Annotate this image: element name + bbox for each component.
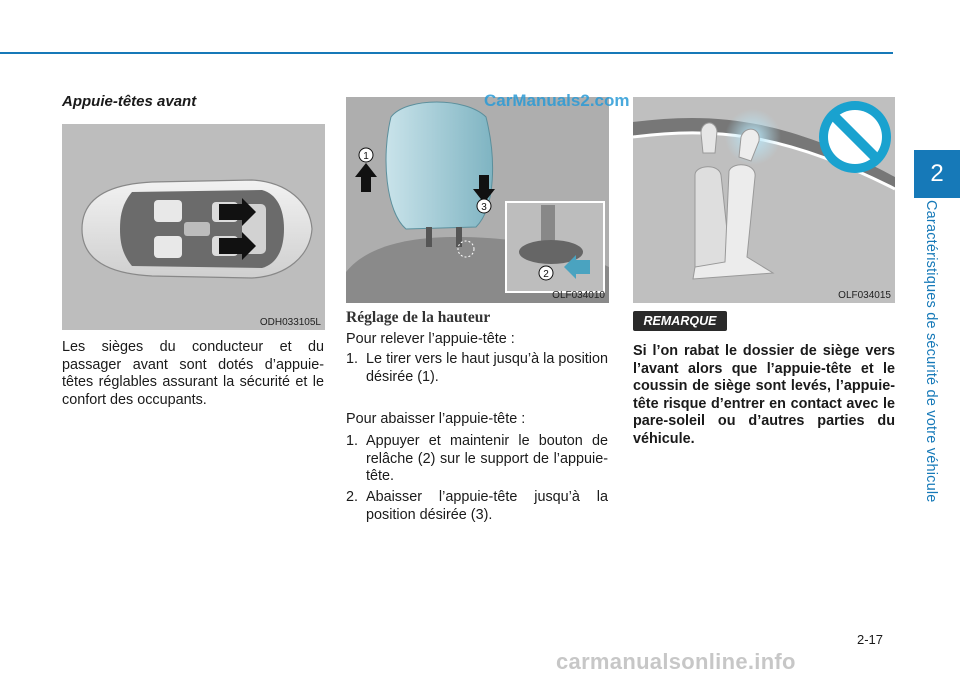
callout-1: 1	[363, 151, 369, 162]
remarque-text: Si l’on rabat le dossier de siège vers l’avant alors que l’appuie-tête et le coussin de siège sont levés, l’appuie-tête risque d’entrer en contact avec le pare-soleil ou d’autres parties du véhicule.	[633, 343, 895, 447]
callout-3: 3	[481, 202, 487, 213]
car-top-illustration	[62, 124, 325, 330]
subsection-heading-height-adjust: Réglage de la hauteur	[346, 309, 491, 326]
chapter-side-title	[921, 200, 943, 503]
figure-car-top-view	[62, 124, 325, 330]
figure-seat-sunvisor	[633, 97, 895, 303]
col1-paragraph: Les sièges du conducteur et du passager avant sont dotés d’appuie-têtes réglables assurant la sécurité et le confort des occupants.	[62, 339, 324, 408]
lower-step-2: 2. Abaisser l’appuie-tête jusqu’à la position désirée (3).	[346, 489, 608, 523]
headrest-illustration	[346, 97, 609, 303]
chapter-title-text: Caractéristiques de sécurité de votre véhicule	[923, 200, 939, 503]
lower-step-1: 1. Appuyer et maintenir le bouton de relâche (2) sur le support de l’appuie-tête.	[346, 433, 608, 484]
raise-intro: Pour relever l’appuie-tête :	[346, 331, 515, 347]
watermark-top[interactable]: CarManuals2.com	[484, 91, 630, 110]
chapter-number: 2	[930, 160, 944, 187]
chapter-tab[interactable]	[914, 150, 960, 198]
figure-code: ODH033105L	[259, 317, 321, 328]
figure-code: OLF034015	[838, 290, 891, 301]
page-number: 2-17	[857, 632, 884, 647]
header-rule	[0, 52, 893, 54]
raise-step-1: 1. Le tirer vers le haut jusqu’à la position désirée (1).	[346, 351, 608, 385]
figure-headrest-adjust	[346, 97, 609, 303]
seat-sunvisor-illustration	[633, 97, 895, 303]
lower-intro: Pour abaisser l’appuie-tête :	[346, 411, 526, 427]
section-heading-front-headrests: Appuie-têtes avant	[62, 93, 197, 110]
callout-2: 2	[543, 269, 549, 280]
remarque-badge: REMARQUE	[633, 311, 727, 331]
figure-code: OLF034010	[552, 290, 605, 301]
up-arrow-icon	[355, 163, 377, 192]
watermark-bottom[interactable]: carmanualsonline.info	[556, 649, 796, 674]
